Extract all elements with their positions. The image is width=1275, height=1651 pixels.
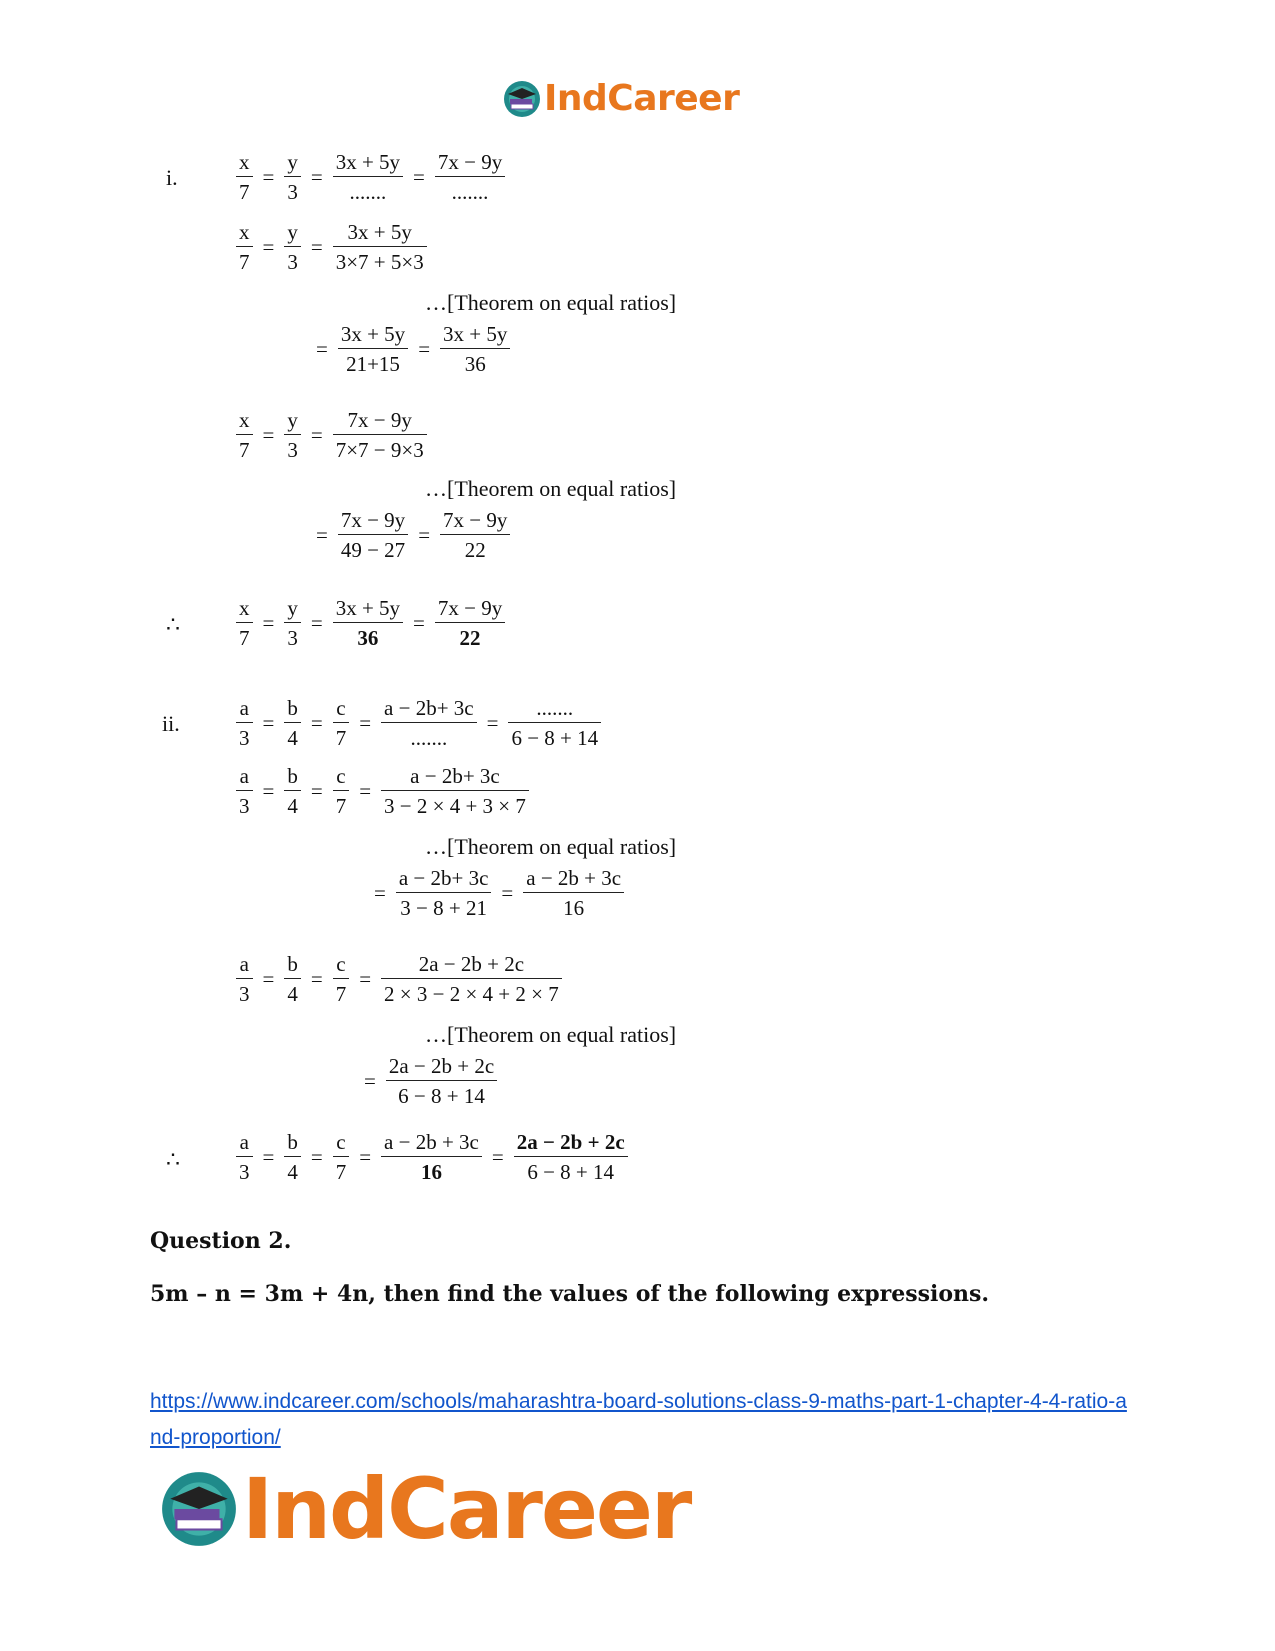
eq-ii-result: $\frac{a}{3}$ = $\frac{b}{4}$ = $\frac{c}{7}$ = $\frac{a - 2b + 3c}{16}$ = $\frac{2a - 2b + 2c}{6 - 8 + 14}$	[232, 1130, 632, 1184]
theorem-note: …[Theorem on equal ratios]	[425, 1022, 677, 1047]
frac: $\frac{7x - 9y}{.......}$	[435, 150, 505, 204]
eq-i-result: $\frac{x}{7}$ = $\frac{y}{3}$ = $\frac{3x + 5y}{36}$ = $\frac{7x - 9y}{22}$	[232, 596, 509, 650]
frac: $\frac{y}{3}$	[284, 150, 301, 204]
theorem-note: …[Theorem on equal ratios]	[425, 834, 677, 859]
logo-wordmark: IndCareer	[242, 1460, 691, 1558]
eq-ii-4: $\frac{a}{3}$ = $\frac{b}{4}$ = $\frac{c}{7}$ = $\frac{2a - 2b + 2c}{2 \times 3 - 2 \times 4 + 2 \times 7}$	[232, 952, 566, 1006]
header-logo	[502, 78, 739, 119]
frac: $\frac{x}{7}$	[236, 150, 253, 204]
eq-i-3: = $\frac{3x + 5y}{21+15}$ = $\frac{3x + 5y}{36}$	[310, 322, 514, 376]
question-text: 5m – n = 3m + 4n, then find the values of the following expressions.	[150, 1281, 990, 1307]
theorem-note: …[Theorem on equal ratios]	[425, 476, 677, 501]
eq-i-2: $\frac{x}{7}$ = $\frac{y}{3}$ = $\frac{3x + 5y}{3\times 7 + 5\times 3}$	[232, 220, 431, 274]
eq-ii-3: = $\frac{a - 2b+ 3c}{3 - 8 + 21}$ = $\frac{a - 2b + 3c}{16}$	[368, 866, 628, 920]
graduation-book-icon	[502, 79, 542, 119]
eq-i-5: = $\frac{7x - 9y}{49 - 27}$ = $\frac{7x - 9y}{22}$	[310, 508, 514, 562]
graduation-book-icon	[158, 1468, 240, 1550]
eq-ii-5: = $\frac{2a - 2b + 2c}{6 - 8 + 14}$	[358, 1054, 501, 1108]
part-i-label: i.	[166, 165, 178, 190]
footer-logo	[158, 1460, 690, 1558]
therefore-symbol: ∴	[166, 612, 180, 637]
theorem-note: …[Theorem on equal ratios]	[425, 290, 677, 315]
question-title: Question 2.	[150, 1228, 292, 1254]
frac: $\frac{3x + 5y}{.......}$	[333, 150, 403, 204]
therefore-symbol: ∴	[166, 1147, 180, 1172]
eq-i-4: $\frac{x}{7}$ = $\frac{y}{3}$ = $\frac{7x - 9y}{7\times 7 - 9\times 3}$	[232, 408, 431, 462]
eq-ii-1: $\frac{a}{3}$ = $\frac{b}{4}$ = $\frac{c}{7}$ = $\frac{a - 2b+ 3c}{.......}$ = $\frac{.......}{6 - 8 + 14}$	[232, 696, 605, 750]
logo-wordmark: IndCareer	[544, 78, 740, 119]
eq-ii-2: $\frac{a}{3}$ = $\frac{b}{4}$ = $\frac{c}{7}$ = $\frac{a - 2b+ 3c}{3 - 2 \times 4 + 3 \times 7}$	[232, 764, 533, 818]
source-link[interactable]: https://www.indcareer.com/schools/maharashtra-board-solutions-class-9-maths-part-1-chapter-4-4-ratio-and-proportion/	[150, 1390, 1127, 1449]
part-ii-label: ii.	[162, 711, 180, 736]
eq-i-1: $\frac{x}{7}$ = $\frac{y}{3}$ = $\frac{3x + 5y}{.......}$ = $\frac{7x - 9y}{.......}$	[232, 150, 509, 204]
